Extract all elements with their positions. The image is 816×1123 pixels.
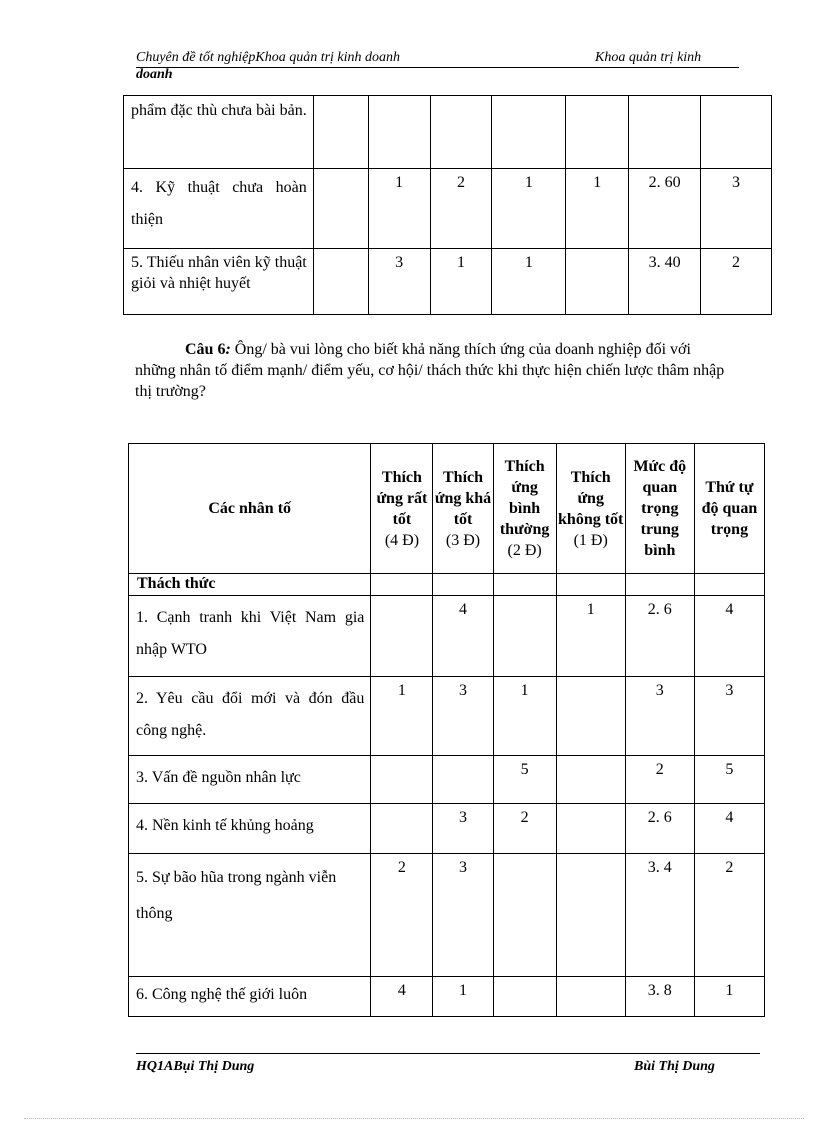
- table-row: 5. Sự bão hũa trong ngành viễn thông 2 3 3. 4 2: [129, 854, 765, 977]
- row-label: phẩm đặc thù chưa bài bản.: [124, 96, 314, 169]
- header-quite-good: Thích ứng khá tốt (3 Đ): [433, 444, 493, 574]
- header-wrap: doanh: [136, 67, 173, 82]
- adaptability-table: [128, 443, 765, 1017]
- header-left: Chuyên đề tốt nghiệpKhoa quản trị kinh doanh: [136, 50, 401, 65]
- table-row: 6. Công nghệ thế giới luôn 4 1 3. 8 1: [129, 977, 765, 1017]
- question-6: Câu 6: Ông/ bà vui lòng cho biết khả năng thích ứng của doanh nghiệp đối với những nhân tố điểm mạnh/ điểm yếu, cơ hội/ thách thức khi thực hiện chiến lược thâm nhập thị trường?: [135, 341, 725, 400]
- row-label: 5. Thiếu nhân viên kỹ thuật giỏi và nhiệt huyết: [124, 249, 314, 315]
- row-label: 6. Công nghệ thế giới luôn: [129, 977, 371, 1017]
- table-header-row: [129, 444, 765, 574]
- table-row: 4. Nền kinh tế khủng hoảng 3 2 2. 6 4: [129, 804, 765, 854]
- header-normal: Thích ứng bình thường (2 Đ): [493, 444, 556, 574]
- row-label: 3. Vấn đề nguồn nhân lực: [129, 756, 371, 804]
- question-number: Câu 6: [185, 341, 226, 358]
- question-text: Ông/ bà vui lòng cho biết khả năng thích ứng của doanh nghiệp đối với những nhân tố điểm mạnh/ điểm yếu, cơ hội/ thách thức khi thực hiện chiến lược thâm nhập thị trường?: [135, 341, 725, 400]
- footer-right: Bùi Thị Dung: [634, 1059, 715, 1074]
- header-not-good: Thích ứng không tốt (1 Đ): [556, 444, 625, 574]
- table-row: [124, 96, 772, 169]
- row-label: 2. Yêu cầu đổi mới và đón đầu công nghệ.: [129, 677, 371, 756]
- header-right: Khoa quản trị kinh: [595, 50, 702, 65]
- row-label: 4. Nền kinh tế khủng hoảng: [129, 804, 371, 854]
- footer-left: HQ1ABụi Thị Dung: [136, 1059, 255, 1074]
- header-very-good: Thích ứng rất tốt (4 Đ): [371, 444, 433, 574]
- table-row: 3. Vấn đề nguồn nhân lực 5 2 5: [129, 756, 765, 804]
- row-label: 1. Cạnh tranh khi Việt Nam gia nhập WTO: [129, 596, 371, 677]
- table-row: 1. Cạnh tranh khi Việt Nam gia nhập WTO 4 1 2. 6 4: [129, 596, 765, 677]
- row-label: 5. Sự bão hũa trong ngành viễn thông: [129, 854, 371, 977]
- table-row: 4. Kỹ thuật chưa hoàn thiện 1 2 1 1 2. 60 3: [124, 169, 772, 249]
- row-label: 4. Kỹ thuật chưa hoàn thiện: [124, 169, 314, 249]
- table-row: 5. Thiếu nhân viên kỹ thuật giỏi và nhiệt huyết 3 1 1 3. 40 2: [124, 249, 772, 315]
- header-rule: [136, 67, 739, 68]
- section-row: [129, 574, 765, 596]
- footer-rule: [136, 1053, 760, 1054]
- page-edge: [24, 1118, 804, 1119]
- header-average-importance: Mức độ quan trọng trung bình: [625, 444, 694, 574]
- header-importance-rank: Thứ tự độ quan trọng: [694, 444, 764, 574]
- table-row: 2. Yêu cầu đổi mới và đón đầu công nghệ. 1 3 1 3 3: [129, 677, 765, 756]
- header-factor: Các nhân tố: [129, 444, 371, 574]
- table-continued: [123, 95, 772, 315]
- section-label: Thách thức: [129, 574, 371, 596]
